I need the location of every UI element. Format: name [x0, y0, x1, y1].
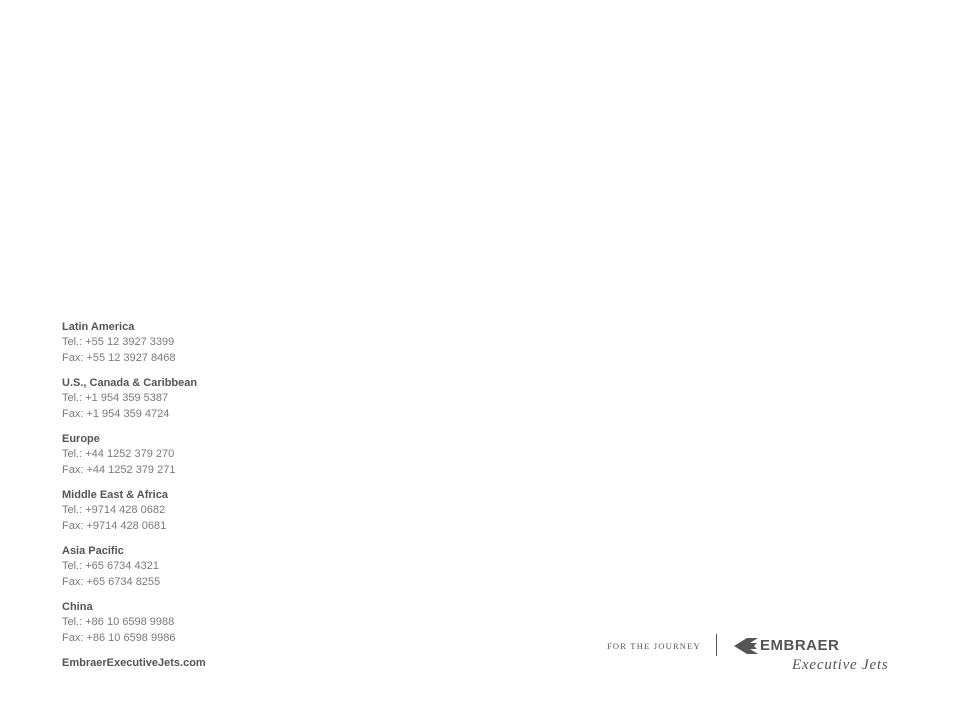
region-us-canada-caribbean	[62, 375, 362, 422]
region-tel: Tel.: +86 10 6598 9988	[62, 616, 175, 628]
region-asia-pacific	[62, 543, 362, 590]
tagline: FOR THE JOURNEY	[607, 641, 701, 651]
embraer-logo	[733, 634, 903, 676]
region-name: China	[62, 601, 93, 613]
region-tel: Tel.: +55 12 3927 3399	[62, 336, 175, 348]
region-name: U.S., Canada & Caribbean	[62, 377, 198, 389]
region-europe	[62, 431, 362, 478]
region-fax: Fax: +9714 428 0681	[62, 519, 167, 532]
brand-subtitle: Executive Jets	[792, 657, 889, 673]
region-fax: Fax: +65 6734 8255	[62, 575, 161, 588]
region-tel: Tel.: +9714 428 0682	[62, 504, 166, 516]
region-fax: Fax: +86 10 6598 9986	[62, 631, 176, 644]
region-name: Latin America	[62, 321, 135, 333]
contact-list	[62, 319, 362, 671]
region-latin-america	[62, 319, 362, 366]
region-tel: Tel.: +44 1252 379 270	[62, 448, 175, 460]
region-fax: Fax: +44 1252 379 271	[62, 463, 176, 476]
region-china	[62, 599, 362, 646]
region-name: Asia Pacific	[62, 545, 124, 557]
logo-divider	[716, 634, 717, 656]
region-fax: Fax: +55 12 3927 8468	[62, 351, 176, 364]
website-link[interactable]: EmbraerExecutiveJets.com	[62, 657, 206, 669]
region-middle-east-africa	[62, 487, 362, 534]
region-fax: Fax: +1 954 359 4724	[62, 407, 170, 420]
region-tel: Tel.: +65 6734 4321	[62, 560, 159, 572]
region-name: Middle East & Africa	[62, 489, 168, 501]
region-tel: Tel.: +1 954 359 5387	[62, 392, 169, 404]
region-name: Europe	[62, 433, 100, 445]
embraer-arrow-icon	[733, 636, 759, 656]
brand-name: EMBRAER	[760, 637, 840, 654]
